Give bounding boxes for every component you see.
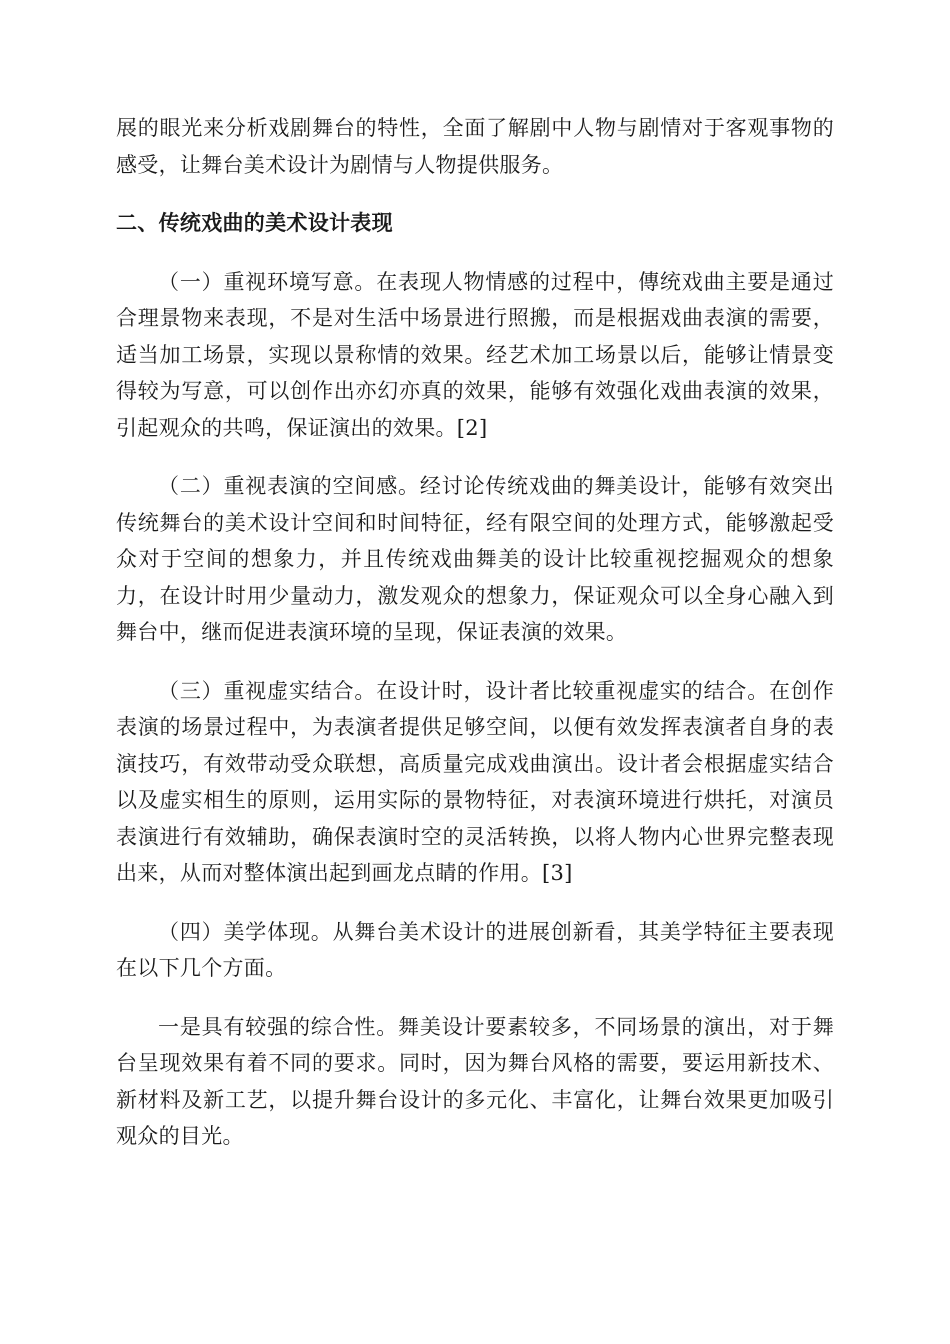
paragraph-comprehensive: 一是具有较强的综合性。舞美设计要素较多，不同场景的演出，对于舞台呈现效果有着不同的要求。同时，因为舞台风格的需要，要运用新技术、新材料及新工艺，以提升舞台设计的多元化、丰富化，让舞台效果更加吸引观众的目光。 — [116, 1014, 834, 1148]
paragraph-aesthetics: （四）美学体现。从舞台美术设计的进展创新看，其美学特征主要表现在以下几个方面。 — [116, 919, 834, 980]
paragraph-space: （二）重视表演的空间感。经讨论传统戏曲的舞美设计，能够有效突出传统舞台的美术设计空间和时间特征，经有限空间的处理方式，能够激起受众对于空间的想象力，并且传统戏曲舞美的设计比较重视挖掘观众的想象力，在设计时用少量动力，激发观众的想象力，保证观众可以全身心融入到舞台中，继而促进表演环境的呈现，保证表演的效果。 — [116, 474, 834, 644]
section-heading: 二、传统戏曲的美术设计表现 — [116, 211, 393, 235]
paragraph-environment: （一）重视环境写意。在表现人物情感的过程中，傳统戏曲主要是通过合理景物来表现，不是对生活中场景进行照搬，而是根据戏曲表演的需要，适当加工场景，实现以景称情的效果。经艺术加工场景以后，能够让情景变得较为写意，可以创作出亦幻亦真的效果，能够有效强化戏曲表演的效果，引起观众的共鸣，保证演出的效果。[2] — [116, 269, 834, 440]
paragraph-continuation: 展的眼光来分析戏剧舞台的特性，全面了解剧中人物与剧情对于客观事物的感受，让舞台美术设计为剧情与人物提供服务。 — [116, 116, 834, 177]
document-page — [116, 110, 834, 1177]
paragraph-virtual-real: （三）重视虚实结合。在设计时，设计者比较重视虚实的结合。在创作表演的场景过程中，为表演者提供足够空间，以便有效发挥表演者自身的表演技巧，有效带动受众联想，高质量完成戏曲演出。设计者会根据虚实结合以及虚实相生的原则，运用实际的景物特征，对表演环境进行烘托，对演员表演进行有效辅助，确保表演时空的灵活转换，以将人物内心世界完整表现出来，从而对整体演出起到画龙点睛的作用。[3] — [116, 678, 834, 885]
